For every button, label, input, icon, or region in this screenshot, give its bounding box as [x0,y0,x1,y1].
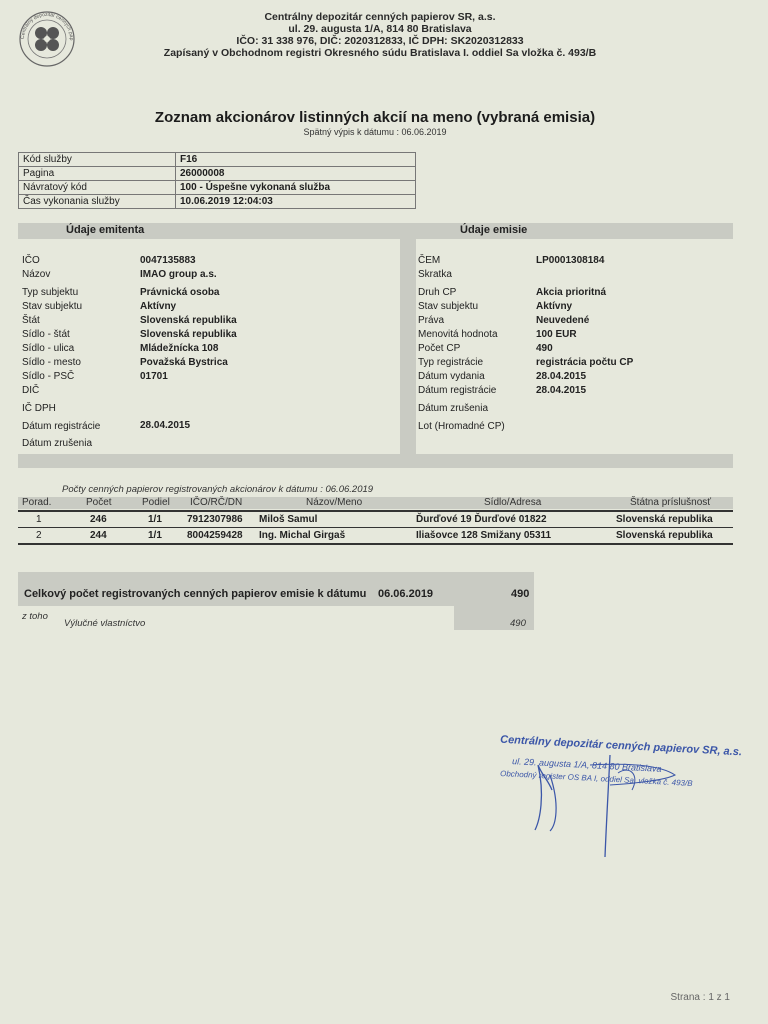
emission-value: 100 EUR [536,329,577,340]
holders-col-count: Počet [86,497,112,508]
header-company: Centrálny depozitár cenných papierov SR, a.s. [264,11,496,23]
holders-rule [18,527,733,528]
service-row [19,167,416,181]
header-address: ul. 29. augusta 1/A, 814 80 Bratislava [288,23,472,35]
holder-order: 1 [36,514,42,525]
service-value: 100 - Úspešne vykonaná služba [176,181,416,195]
holder-id: 8004259428 [187,530,243,541]
holders-col-id: IČO/RČ/DN [190,497,243,508]
issuer-label: Sídlo - ulica [22,343,75,354]
issuer-label: IČO [22,255,40,266]
service-row [19,181,416,195]
total-sub-value: 490 [510,618,526,629]
signature-icon [490,735,690,865]
service-row [19,153,416,167]
holder-order: 2 [36,530,42,541]
holder-share: 1/1 [148,514,162,525]
issuer-value: 0047135883 [140,255,196,266]
logo-text: Centrálny depozitár cenných pap [19,11,75,41]
holders-col-order: Porad. [22,497,52,508]
emission-label: Stav subjektu [418,301,479,312]
stamp-line3: Obchodný register OS BA I, oddiel Sa, vložka č. 493/B [499,768,693,789]
page-title: Zoznam akcionárov listinných akcií na meno (vybraná emisia) [154,109,596,126]
holder-name: Miloš Samul [259,514,318,525]
emission-label: Typ registrácie [418,357,484,368]
emission-label: Lot (Hromadné CP) [418,421,505,432]
emission-title: Údaje emisie [460,224,528,236]
service-value: 10.06.2019 12:04:03 [176,195,416,209]
stamp-line1: Centrálny depozitár cenných papierov SR, a.s. [499,733,743,759]
holder-address: Ďurďové 19 Ďurďové 01822 [416,514,547,525]
holders-col-name: Názov/Meno [306,497,363,508]
issuer-value: Slovenská republika [140,329,237,340]
service-table [18,152,416,209]
emission-value: 490 [536,343,553,354]
emission-label: Práva [418,315,445,326]
issuer-value: Aktívny [140,301,177,312]
issuer-label: Sídlo - mesto [22,357,81,368]
total-sub-label: Výlučné vlastníctvo [64,618,146,629]
issuer-value: Právnická osoba [140,287,220,298]
service-row [19,195,416,209]
emission-value: Akcia prioritná [536,287,607,298]
issuer-label: Dátum registrácie [22,421,101,432]
issuer-label: Dátum zrušenia [22,438,93,449]
issuer-value: 01701 [140,371,168,382]
emission-label: Menovitá hodnota [418,329,498,340]
issuer-label: IČ DPH [22,403,56,414]
holders-header-bar [18,497,733,509]
holders-col-nationality: Štátna príslušnosť [630,497,712,508]
issuer-value: Slovenská republika [140,315,237,326]
issuer-label: Štát [22,315,40,326]
issuer-title: Údaje emitenta [66,224,145,236]
holder-count: 246 [90,514,107,525]
section-divider [400,239,416,454]
emission-value: LP0001308184 [536,255,605,266]
stamp-line2: ul. 29. augusta 1/A, 814 80 Bratislava [511,756,662,774]
header-register: Zapísaný v Obchodnom registri Okresného súdu Bratislava I. oddiel Sa vložka č. 493/B [163,47,597,59]
emission-label: Druh CP [418,287,457,298]
emission-value: registrácia počtu CP [536,357,634,368]
emission-label: Počet CP [418,343,461,354]
issuer-label: Stav subjektu [22,301,83,312]
holders-col-share: Podiel [142,497,170,508]
issuer-label: Sídlo - PSČ [22,371,75,382]
page-subtitle: Spätný výpis k dátumu : 06.06.2019 [303,127,447,137]
service-value: 26000008 [176,167,416,181]
holder-share: 1/1 [148,530,162,541]
cdcp-logo-icon [18,10,76,68]
issuer-value: Mládežnícka 108 [140,343,219,354]
total-label: Celkový počet registrovaných cenných papierov emisie k dátumu [24,588,367,600]
emission-label: Dátum registrácie [418,385,497,396]
emission-label: ČEM [418,255,441,266]
issuer-label: Názov [22,269,51,280]
header-ids: IČO: 31 338 976, DIČ: 2020312833, IČ DPH: SK2020312833 [236,35,524,47]
holder-name: Ing. Michal Girgaš [259,530,346,541]
holder-address: Iliašovce 128 Smižany 05311 [416,530,552,541]
holders-rule [18,510,733,512]
section-footer-bar [18,454,733,468]
emission-label: Skratka [418,269,452,280]
issuer-label: Typ subjektu [22,287,79,298]
issuer-value: 28.04.2015 [140,420,191,431]
emission-value: 28.04.2015 [536,385,587,396]
issuer-label: Sídlo - štát [22,329,70,340]
total-date: 06.06.2019 [378,588,434,600]
service-key: Pagina [19,167,176,181]
total-of-which: z toho [22,611,48,622]
emission-value: 28.04.2015 [536,371,587,382]
holder-nationality: Slovenská republika [616,514,713,525]
emission-label: Dátum vydania [418,371,485,382]
holder-id: 7912307986 [187,514,243,525]
holder-nationality: Slovenská republika [616,530,713,541]
emission-value: Aktívny [536,301,573,312]
holders-col-address: Sídlo/Adresa [484,497,542,508]
page-number: Strana : 1 z 1 [670,992,730,1003]
issuer-value: IMAO group a.s. [140,269,217,280]
holders-rule [18,543,733,545]
issuer-value: Považská Bystrica [140,357,228,368]
holders-caption: Počty cenných papierov registrovaných akcionárov k dátumu : 06.06.2019 [62,484,374,495]
service-key: Čas vykonania služby [19,195,176,209]
issuer-label: DIČ [22,385,40,396]
emission-value: Neuvedené [536,315,590,326]
total-value: 490 [511,588,530,600]
holder-count: 244 [90,530,107,541]
service-key: Návratový kód [19,181,176,195]
service-value: F16 [176,153,416,167]
service-key: Kód služby [19,153,176,167]
emission-label: Dátum zrušenia [418,403,489,414]
